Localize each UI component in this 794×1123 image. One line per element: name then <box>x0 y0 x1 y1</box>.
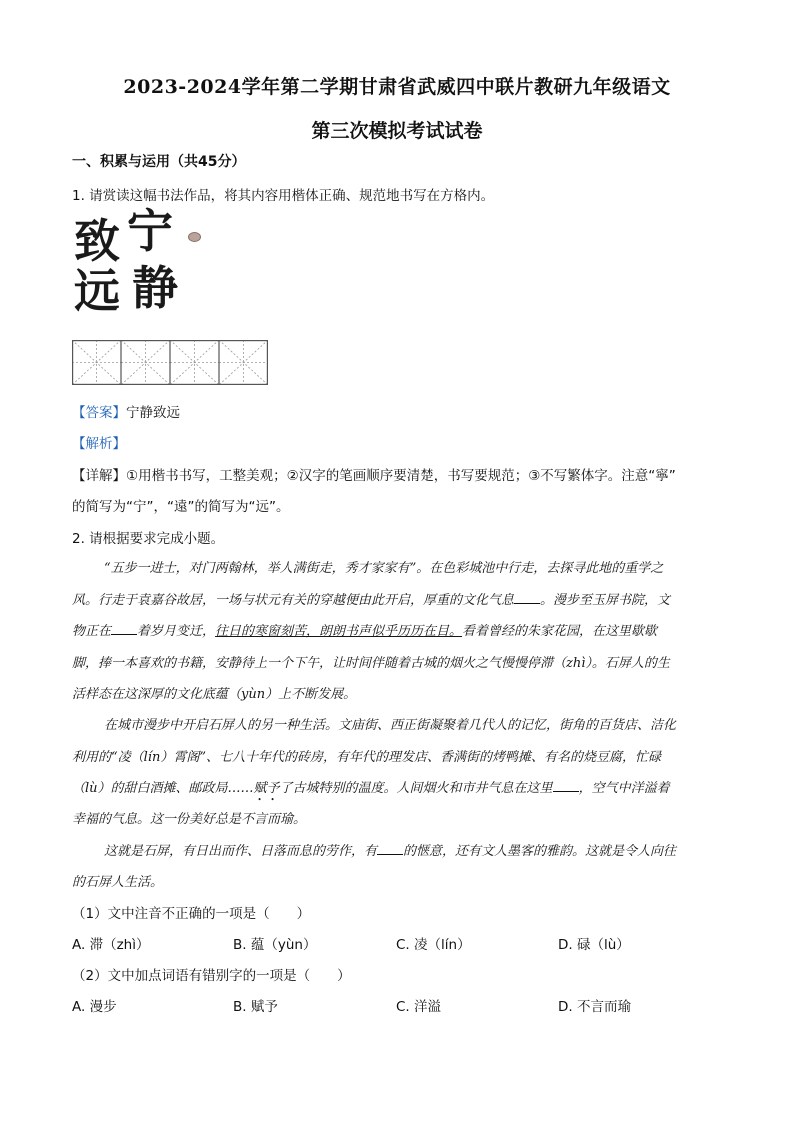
calligraphy-char-1: 宁 <box>127 204 173 258</box>
passage-text: 的惬意，还有文人墨客的雅韵。这就是令人向往 <box>403 844 677 859</box>
option-b[interactable]: B. 蕴（yùn） <box>233 937 317 953</box>
detail-line-1 <box>72 464 676 484</box>
passage-text: 物正在 <box>72 624 112 639</box>
analysis-line <box>72 432 126 452</box>
passage-p1-line-3 <box>72 620 722 639</box>
detail-tag: 【详解】 <box>72 468 126 484</box>
passage-p2-line-1: 在城市漫步中开启石屏人的另一种生活。文庙街、西正街凝聚着几代人的记忆，街角的百货店、洁化 <box>104 718 677 733</box>
sub-question-1: （1）文中注音不正确的一项是（ ） <box>72 906 311 922</box>
calligraphy-char-2: 致 <box>74 214 120 268</box>
option-b[interactable]: B. 赋予 <box>233 999 278 1015</box>
seal-stamp <box>188 232 201 242</box>
section-heading: 一、积累与运用（共45分） <box>72 154 246 170</box>
passage-p2-line-2: 利用的“凌（lín）霄阁”、七八十年代的砖房，有年代的理发店、香满街的烤鸭摊、有名的烧豆腐，忙碌 <box>72 750 661 765</box>
passage-text: 。漫步至玉屏书院，文 <box>540 593 671 608</box>
answer-line <box>72 401 180 421</box>
passage-p1-line-5: 活样态在这深厚的文化底蕴（yùn）上不断发展。 <box>72 687 357 702</box>
option-a[interactable]: A. 漫步 <box>72 999 117 1015</box>
fill-blank <box>514 591 540 604</box>
passage-p2-line-3 <box>72 777 722 804</box>
passage-text: ，空气中洋溢着 <box>578 781 670 796</box>
passage-text: 了古城特别的温度。人间烟火和市井气息在这里 <box>279 781 553 796</box>
option-c[interactable]: C. 洋溢 <box>396 999 442 1015</box>
sub-question-2: （2）文中加点词语有错别字的一项是（ ） <box>72 968 351 984</box>
passage-p2-line-4: 幸福的气息。这一份美好总是不言而瑜。 <box>72 812 307 827</box>
detail-line-2: 的简写为“宁”，“遠”的简写为“远”。 <box>72 499 290 515</box>
calligraphy-char-4: 远 <box>74 264 120 318</box>
calligraphy-char-3: 静 <box>132 261 178 315</box>
option-d[interactable]: D. 碌（lù） <box>558 937 630 953</box>
question-2-prompt: 2. 请根据要求完成小题。 <box>72 531 225 547</box>
option-c[interactable]: C. 凌（lín） <box>396 937 471 953</box>
passage-text: 看着曾经的朱家花园，在这里歇歇 <box>462 624 658 639</box>
passage-p3-line-2: 的石屏人生活。 <box>72 875 164 890</box>
passage-p3-line-1 <box>104 840 754 859</box>
dotted-word: 赋予 <box>253 781 280 796</box>
page-subtitle: 第三次模拟考试试卷 <box>311 120 483 142</box>
answer-text: 宁静致远 <box>126 405 180 421</box>
fill-blank <box>111 622 137 635</box>
question-1-prompt: 1. 请赏读这幅书法作品，将其内容用楷体正确、规范地书写在方格内。 <box>72 188 495 204</box>
passage-p1-line-1: “五步一进士，对门两翰林，举人满街走，秀才家家有”。在色彩城池中行走，去探寻此地的重学之 <box>104 561 664 576</box>
passage-text: （lù）的甜白酒摊、邮政局…… <box>72 781 254 796</box>
underlined-sentence: 往日的寒窗刻苦，朗朗书声似乎历历在目。 <box>215 624 463 639</box>
passage-p1-line-2 <box>72 589 722 608</box>
fill-blank <box>377 842 403 855</box>
writing-grid <box>72 340 268 385</box>
page-title: 2023-2024学年第二学期甘肃省武威四中联片教研九年级语文 <box>123 76 671 98</box>
passage-text: 这就是石屏，有日出而作、日落而息的劳作，有 <box>104 844 378 859</box>
passage-p1-line-4: 脚，捧一本喜欢的书籍，安静待上一个下午，让时间伴随着古城的烟火之气慢慢停滞（zhì）。石屏人的生 <box>72 656 670 671</box>
option-a[interactable]: A. 滞（zhì） <box>72 937 150 953</box>
detail-text-1: ①用楷书书写，工整美观；②汉字的笔画顺序要清楚，书写要规范；③不写繁体字。注意“寧” <box>126 468 676 484</box>
option-d[interactable]: D. 不言而瑜 <box>558 999 631 1015</box>
analysis-tag: 【解析】 <box>72 436 126 452</box>
passage-text: 着岁月变迁， <box>137 624 216 639</box>
fill-blank <box>553 779 579 792</box>
passage-text: 风。行走于袁嘉谷故居，一场与状元有关的穿越便由此开启，厚重的文化气息 <box>72 593 515 608</box>
answer-tag: 【答案】 <box>72 405 126 421</box>
